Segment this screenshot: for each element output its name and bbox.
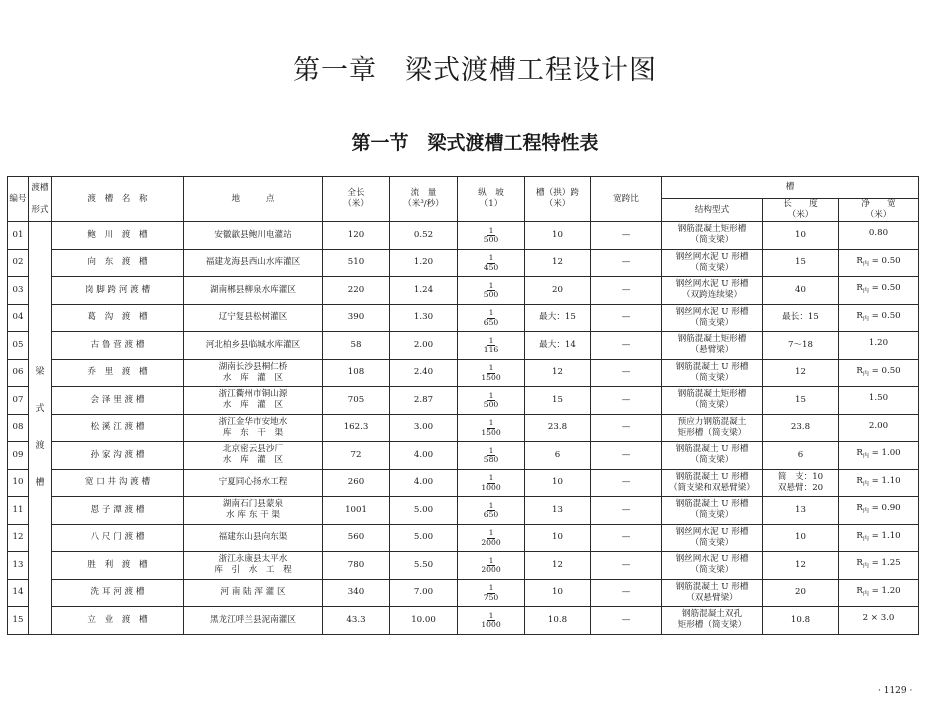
row-number: 14: [8, 579, 29, 607]
location: 河北柏乡县临城水库灌区: [184, 332, 323, 360]
row-number: 13: [8, 552, 29, 580]
total-length: 705: [323, 387, 390, 415]
span-length: 最大：15: [525, 304, 591, 332]
table-body: [8, 222, 919, 635]
longitudinal-slope: $\frac{1}{2000}$: [458, 524, 525, 552]
location: 浙江金华市安地水 库 东 干 渠: [184, 414, 323, 442]
location: 黑龙江呼兰县泥南灌区: [184, 607, 323, 635]
header-type: 渡槽 形式: [29, 177, 52, 222]
trough-length: 12: [763, 552, 839, 580]
header-row-1: [8, 177, 919, 199]
span-length: 6: [525, 442, 591, 470]
span-length: 10: [525, 222, 591, 250]
aqueduct-name: 立 业 渡 槽: [52, 607, 184, 635]
width-span-ratio: —: [591, 579, 662, 607]
location: 浙江衢州市铜山源 水 库 灌 区: [184, 387, 323, 415]
flow-rate: 1.24: [390, 277, 458, 305]
width-span-ratio: —: [591, 249, 662, 277]
flow-rate: 5.00: [390, 497, 458, 525]
location: 浙江永康县太平水 库 引 水 工 程: [184, 552, 323, 580]
header-flow: 流 量 （米³/秒）: [390, 177, 458, 222]
aqueduct-name: 宽 口 井 沟 渡 槽: [52, 469, 184, 497]
width-span-ratio: —: [591, 304, 662, 332]
net-width: $R_内 = 0.50$: [839, 277, 919, 305]
row-number: 05: [8, 332, 29, 360]
table-row: [8, 469, 919, 497]
structure-type: 钢筋混凝土双孔 矩形槽（简支梁）: [662, 607, 763, 635]
aqueduct-name: 恩 子 潭 渡 槽: [52, 497, 184, 525]
net-width: 1.20: [839, 332, 919, 360]
span-length: 20: [525, 277, 591, 305]
flow-rate: 10.00: [390, 607, 458, 635]
location: 宁夏同心扬水工程: [184, 469, 323, 497]
structure-type: 钢筋混凝土矩形槽 （简支梁）: [662, 222, 763, 250]
total-length: 120: [323, 222, 390, 250]
trough-length: 6: [763, 442, 839, 470]
net-width: $R_内 = 1.20$: [839, 579, 919, 607]
page-number: · 1129 ·: [878, 686, 913, 696]
span-length: 10: [525, 524, 591, 552]
aqueduct-name: 会 泽 里 渡 槽: [52, 387, 184, 415]
trough-length: 10.8: [763, 607, 839, 635]
structure-type: 钢筋混凝土 U 形槽 （简支梁和双悬臂梁）: [662, 469, 763, 497]
location: 湖南郴县柳泉水库灌区: [184, 277, 323, 305]
aqueduct-name: 洗 耳 河 渡 槽: [52, 579, 184, 607]
header-no: 编号: [8, 177, 29, 222]
trough-length: 简 支：10 双悬臂：20: [763, 469, 839, 497]
flow-rate: 5.50: [390, 552, 458, 580]
flow-rate: 1.20: [390, 249, 458, 277]
trough-length: 20: [763, 579, 839, 607]
net-width: $R_内 = 0.50$: [839, 359, 919, 387]
row-number: 04: [8, 304, 29, 332]
width-span-ratio: —: [591, 552, 662, 580]
longitudinal-slope: $\frac{1}{580}$: [458, 442, 525, 470]
total-length: 260: [323, 469, 390, 497]
row-number: 07: [8, 387, 29, 415]
longitudinal-slope: $\frac{1}{1000}$: [458, 469, 525, 497]
trough-length: 最长：15: [763, 304, 839, 332]
table-row: [8, 442, 919, 470]
table-row: [8, 277, 919, 305]
aqueduct-name: 鲍 川 渡 槽: [52, 222, 184, 250]
section-title: 第一节 梁式渡槽工程特性表: [351, 132, 599, 154]
row-number: 01: [8, 222, 29, 250]
total-length: 43.3: [323, 607, 390, 635]
trough-length: 13: [763, 497, 839, 525]
aqueduct-name: 八 尺 门 渡 槽: [52, 524, 184, 552]
flow-rate: 3.00: [390, 414, 458, 442]
structure-type: 钢丝网水泥 U 形槽 （简支梁）: [662, 249, 763, 277]
net-width: 0.80: [839, 222, 919, 250]
total-length: 72: [323, 442, 390, 470]
total-length: 510: [323, 249, 390, 277]
structure-type: 钢筋混凝土 U 形槽 （简支梁）: [662, 359, 763, 387]
aqueduct-spec-table: [7, 176, 919, 635]
table-row: [8, 579, 919, 607]
table-row: [8, 249, 919, 277]
longitudinal-slope: $\frac{1}{650}$: [458, 497, 525, 525]
longitudinal-slope: $\frac{1}{116}$: [458, 332, 525, 360]
trough-length: 12: [763, 359, 839, 387]
aqueduct-name: 古 鲁 营 渡 槽: [52, 332, 184, 360]
span-length: 10.8: [525, 607, 591, 635]
width-span-ratio: —: [591, 359, 662, 387]
net-width: $R_内 = 0.50$: [839, 304, 919, 332]
row-number: 08: [8, 414, 29, 442]
flow-rate: 1.30: [390, 304, 458, 332]
structure-type: 钢丝网水泥 U 形槽 （简支梁）: [662, 524, 763, 552]
span-length: 15: [525, 387, 591, 415]
span-length: 23.8: [525, 414, 591, 442]
total-length: 340: [323, 579, 390, 607]
span-length: 10: [525, 579, 591, 607]
structure-type: 钢丝网水泥 U 形槽 （双跨连续梁）: [662, 277, 763, 305]
span-length: 12: [525, 249, 591, 277]
trough-length: 15: [763, 249, 839, 277]
trough-length: 15: [763, 387, 839, 415]
location: 安徽歙县鲍川电灌站: [184, 222, 323, 250]
flow-rate: 7.00: [390, 579, 458, 607]
aqueduct-name: 乔 里 渡 槽: [52, 359, 184, 387]
header-length: 全长 （米）: [323, 177, 390, 222]
flow-rate: 2.87: [390, 387, 458, 415]
row-number: 03: [8, 277, 29, 305]
longitudinal-slope: $\frac{1}{1000}$: [458, 607, 525, 635]
width-span-ratio: —: [591, 607, 662, 635]
flow-rate: 4.00: [390, 469, 458, 497]
header-slope: 纵 坡 （1）: [458, 177, 525, 222]
longitudinal-slope: $\frac{1}{2000}$: [458, 552, 525, 580]
net-width: 2.00: [839, 414, 919, 442]
structure-type: 钢筋混凝土 U 形槽 （简支梁）: [662, 497, 763, 525]
longitudinal-slope: $\frac{1}{750}$: [458, 579, 525, 607]
net-width: $R_内 = 0.90$: [839, 497, 919, 525]
location: 河 南 陆 浑 灌 区: [184, 579, 323, 607]
total-length: 560: [323, 524, 390, 552]
aqueduct-name: 松 溪 江 渡 槽: [52, 414, 184, 442]
net-width: $R_内 = 1.10$: [839, 469, 919, 497]
flow-rate: 0.52: [390, 222, 458, 250]
header-span: 槽（拱）跨 （米）: [525, 177, 591, 222]
longitudinal-slope: $\frac{1}{1500}$: [458, 414, 525, 442]
row-number: 12: [8, 524, 29, 552]
table-row: [8, 497, 919, 525]
flow-rate: 5.00: [390, 524, 458, 552]
span-length: 10: [525, 469, 591, 497]
chapter-title: 第一章 梁式渡槽工程设计图: [293, 55, 657, 86]
total-length: 220: [323, 277, 390, 305]
net-width: $R_内 = 1.25$: [839, 552, 919, 580]
structure-type: 钢筋混凝土矩形槽 （简支梁）: [662, 387, 763, 415]
structure-type: 钢筋混凝土 U 形槽 （双悬臂梁）: [662, 579, 763, 607]
table-row: [8, 414, 919, 442]
table-row: [8, 607, 919, 635]
table-row: [8, 552, 919, 580]
total-length: 1001: [323, 497, 390, 525]
location: 湖南石门县蒙泉 水 库 东 干 渠: [184, 497, 323, 525]
aqueduct-name: 孙 家 沟 渡 槽: [52, 442, 184, 470]
location: 辽宁复县松树灌区: [184, 304, 323, 332]
span-length: 最大：14: [525, 332, 591, 360]
width-span-ratio: —: [591, 387, 662, 415]
location: 福建东山县向东渠: [184, 524, 323, 552]
longitudinal-slope: $\frac{1}{1500}$: [458, 359, 525, 387]
row-number: 10: [8, 469, 29, 497]
trough-length: 10: [763, 524, 839, 552]
location: 北京密云县沙厂 水 库 灌 区: [184, 442, 323, 470]
flow-rate: 4.00: [390, 442, 458, 470]
header-name: 渡 槽 名 称: [52, 177, 184, 222]
header-trough: 槽: [662, 177, 919, 199]
row-number: 02: [8, 249, 29, 277]
aqueduct-name: 向 东 渡 槽: [52, 249, 184, 277]
total-length: 108: [323, 359, 390, 387]
longitudinal-slope: $\frac{1}{650}$: [458, 304, 525, 332]
trough-length: 40: [763, 277, 839, 305]
table-row: [8, 222, 919, 250]
width-span-ratio: —: [591, 332, 662, 360]
width-span-ratio: —: [591, 222, 662, 250]
row-number: 06: [8, 359, 29, 387]
span-length: 12: [525, 552, 591, 580]
header-location: 地 点: [184, 177, 323, 222]
location: 湖南长沙县桐仁桥 水 库 灌 区: [184, 359, 323, 387]
total-length: 162.3: [323, 414, 390, 442]
header-net-width: 净 宽 （米）: [839, 199, 919, 222]
table-row: [8, 387, 919, 415]
span-length: 13: [525, 497, 591, 525]
flow-rate: 2.00: [390, 332, 458, 360]
type-cell: 梁 式 渡 槽: [29, 222, 52, 635]
trough-length: 7～18: [763, 332, 839, 360]
longitudinal-slope: $\frac{1}{500}$: [458, 387, 525, 415]
width-span-ratio: —: [591, 497, 662, 525]
width-span-ratio: —: [591, 524, 662, 552]
header-width-span-ratio: 宽跨比: [591, 177, 662, 222]
aqueduct-name: 岗 脚 跨 河 渡 槽: [52, 277, 184, 305]
table-row: [8, 524, 919, 552]
aqueduct-name: 葛 沟 渡 槽: [52, 304, 184, 332]
net-width: 2 × 3.0: [839, 607, 919, 635]
structure-type: 钢筋混凝土 U 形槽 （简支梁）: [662, 442, 763, 470]
width-span-ratio: —: [591, 277, 662, 305]
total-length: 390: [323, 304, 390, 332]
longitudinal-slope: $\frac{1}{500}$: [458, 222, 525, 250]
total-length: 780: [323, 552, 390, 580]
aqueduct-name: 胜 利 渡 槽: [52, 552, 184, 580]
table-row: [8, 332, 919, 360]
flow-rate: 2.40: [390, 359, 458, 387]
structure-type: 钢丝网水泥 U 形槽 （简支梁）: [662, 304, 763, 332]
row-number: 11: [8, 497, 29, 525]
structure-type: 钢丝网水泥 U 形槽 （简支梁）: [662, 552, 763, 580]
net-width: $R_内 = 1.00$: [839, 442, 919, 470]
width-span-ratio: —: [591, 414, 662, 442]
net-width: $R_内 = 1.10$: [839, 524, 919, 552]
row-number: 15: [8, 607, 29, 635]
longitudinal-slope: $\frac{1}{500}$: [458, 277, 525, 305]
table-row: [8, 304, 919, 332]
trough-length: 23.8: [763, 414, 839, 442]
header-trough-length: 长 度 （米）: [763, 199, 839, 222]
location: 福建龙海县西山水库灌区: [184, 249, 323, 277]
width-span-ratio: —: [591, 442, 662, 470]
net-width: $R_内 = 0.50$: [839, 249, 919, 277]
structure-type: 钢筋混凝土矩形槽 （悬臂梁）: [662, 332, 763, 360]
width-span-ratio: —: [591, 469, 662, 497]
structure-type: 预应力钢筋混凝土 矩形槽（简支梁）: [662, 414, 763, 442]
span-length: 12: [525, 359, 591, 387]
net-width: 1.50: [839, 387, 919, 415]
total-length: 58: [323, 332, 390, 360]
table-row: [8, 359, 919, 387]
trough-length: 10: [763, 222, 839, 250]
row-number: 09: [8, 442, 29, 470]
header-structure: 结构型式: [662, 199, 763, 222]
longitudinal-slope: $\frac{1}{450}$: [458, 249, 525, 277]
